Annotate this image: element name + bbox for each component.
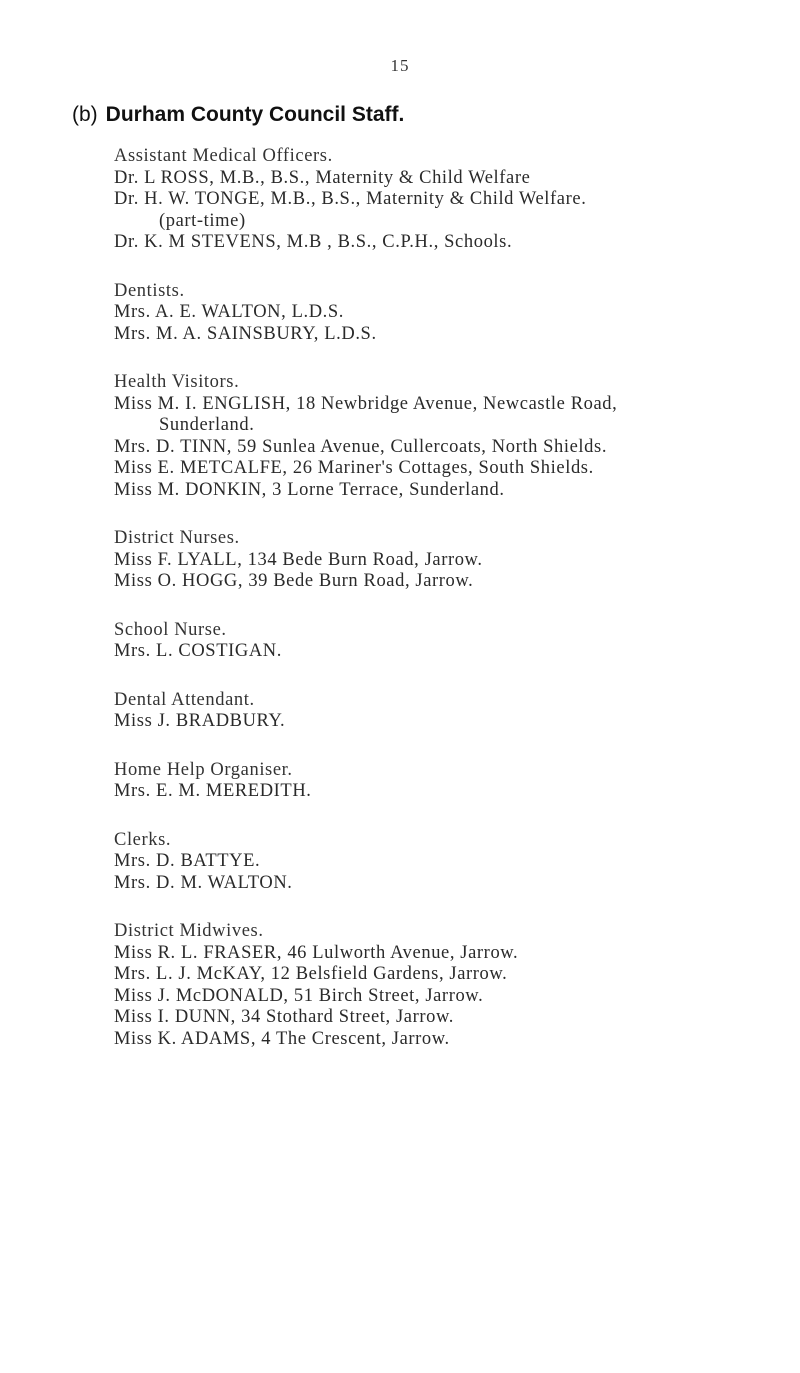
staff-section	[114, 760, 774, 803]
staff-entry: Dr. K. M STEVENS, M.B , B.S., C.P.H., Schools.	[114, 232, 513, 252]
staff-section	[114, 921, 774, 1050]
heading-prefix: (b)	[72, 103, 98, 126]
staff-entry: Mrs. D. TINN, 59 Sunlea Avenue, Cullercoats, North Shields.	[114, 436, 608, 457]
section-title: School Nurse.	[114, 619, 227, 640]
staff-entry: Mrs. A. E. WALTON, L.D.S.	[114, 302, 344, 322]
staff-entry: Miss O. HOGG, 39 Bede Burn Road, Jarrow.	[114, 571, 474, 591]
staff-section	[114, 620, 774, 663]
section-title: Home Help Organiser.	[114, 759, 293, 780]
staff-entry-note: (part-time)	[159, 210, 246, 231]
staff-entry: Miss J. BRADBURY.	[114, 711, 286, 731]
section-title: Dentists.	[114, 280, 185, 301]
section-title: Clerks.	[114, 829, 172, 850]
staff-section	[114, 528, 774, 593]
section-title: Dental Attendant.	[114, 689, 255, 710]
staff-entry: Miss J. McDONALD, 51 Birch Street, Jarrow.	[114, 985, 484, 1006]
heading-title: Durham County Council Staff.	[105, 103, 405, 126]
staff-section	[114, 830, 774, 895]
section-heading	[72, 103, 404, 127]
staff-entry: Mrs. L. COSTIGAN.	[114, 641, 282, 661]
staff-section	[114, 281, 774, 346]
staff-list	[114, 146, 774, 1077]
staff-entry: Mrs. L. J. McKAY, 12 Belsfield Gardens, Jarrow.	[114, 964, 508, 984]
section-title: District Nurses.	[114, 528, 240, 548]
staff-entry: Mrs. M. A. SAINSBURY, L.D.S.	[114, 323, 377, 344]
staff-entry: Dr. H. W. TONGE, M.B., B.S., Maternity & Child Welfare.	[114, 189, 587, 209]
staff-entry: Mrs. E. M. MEREDITH.	[114, 781, 312, 801]
staff-entry: Miss R. L. FRASER, 46 Lulworth Avenue, Jarrow.	[114, 942, 519, 963]
staff-entry: Dr. L ROSS, M.B., B.S., Maternity & Child Welfare	[114, 167, 531, 188]
staff-entry: Miss I. DUNN, 34 Stothard Street, Jarrow.	[114, 1007, 454, 1027]
staff-entry: Mrs. D. M. WALTON.	[114, 872, 293, 893]
staff-entry: Mrs. D. BATTYE.	[114, 851, 261, 871]
staff-entry-continuation: Sunderland.	[159, 415, 255, 435]
section-title: Assistant Medical Officers.	[114, 146, 333, 166]
staff-entry: Miss M. DONKIN, 3 Lorne Terrace, Sunderland.	[114, 479, 505, 500]
staff-section	[114, 690, 774, 733]
page-number: 15	[390, 56, 410, 75]
staff-section	[114, 146, 774, 254]
section-title: Health Visitors.	[114, 372, 240, 392]
staff-entry: Miss M. I. ENGLISH, 18 Newbridge Avenue, Newcastle Road,	[114, 393, 618, 414]
staff-section	[114, 372, 774, 501]
staff-entry: Miss K. ADAMS, 4 The Crescent, Jarrow.	[114, 1028, 450, 1049]
section-title: District Midwives.	[114, 921, 264, 941]
staff-entry: Miss E. METCALFE, 26 Mariner's Cottages, South Shields.	[114, 458, 594, 478]
staff-entry: Miss F. LYALL, 134 Bede Burn Road, Jarrow.	[114, 549, 483, 570]
